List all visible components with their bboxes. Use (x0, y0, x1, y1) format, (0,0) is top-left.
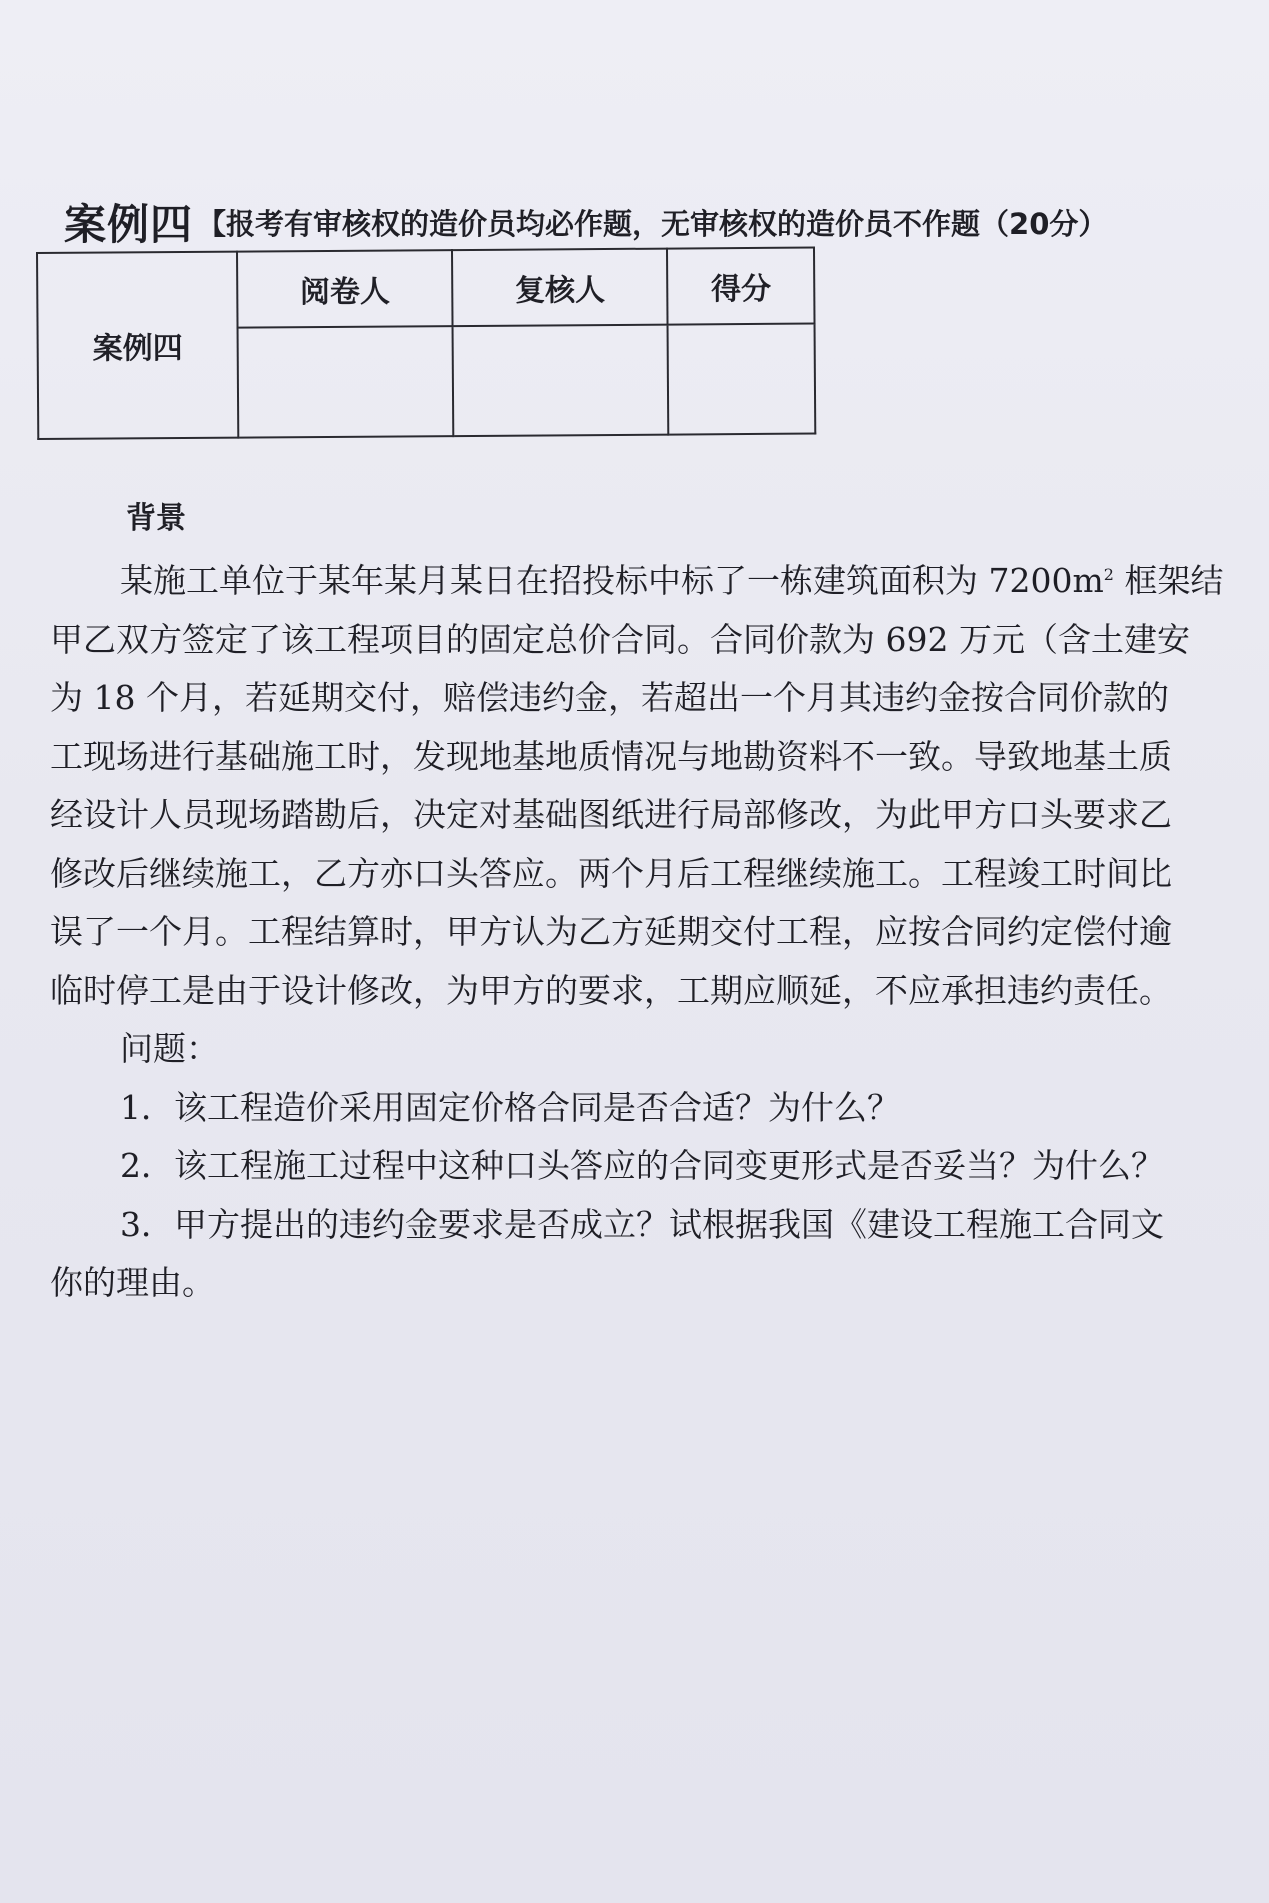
question-continuation: 你的理由。 (50, 1263, 215, 1302)
background-line: 修改后继续施工，乙方亦口头答应。两个月后工程继续施工。工程竣工时间比 (50, 853, 1172, 893)
case-note: 【报考有审核权的造价员均必作题，无审核权的造价员不作题（20分） (197, 206, 1108, 241)
score-table-cell-reader (238, 326, 454, 437)
background-line: 经设计人员现场踏勘后，决定对基础图纸进行局部修改，为此甲方口头要求乙 (50, 795, 1172, 834)
question-item: 1．该工程造价采用固定价格合同是否合适？为什么？ (120, 1087, 900, 1127)
score-table-header-reader: 阅卷人 (237, 250, 453, 328)
background-line (50, 552, 1269, 611)
background-line: 工现场进行基础施工时，发现地基地质情况与地勘资料不一致。导致地基土质 (50, 736, 1172, 776)
questions-label: 问题： (120, 1029, 219, 1068)
case-heading (64, 192, 1107, 252)
background-line: 误了一个月。工程结算时，甲方认为乙方延期交付工程，应按合同约定偿付逾 (50, 912, 1172, 951)
background-line: 为 18 个月，若延期交付，赔偿违约金，若超出一个月其违约金按合同价款的 (50, 678, 1169, 717)
score-table-cell-reviewer (453, 325, 669, 436)
score-table-cell-score (668, 324, 815, 435)
score-table-header-reviewer: 复核人 (452, 249, 668, 327)
question-item: 3．甲方提出的违约金要求是否成立？试根据我国《建设工程施工合同文 (120, 1204, 1164, 1244)
background-line: 甲乙双方签定了该工程项目的固定总价合同。合同价款为 692 万元（含土建安 (50, 619, 1190, 659)
score-table (36, 247, 816, 440)
background-line-1-start: 某施工单位于某年某月某日在招投标中标了一栋建筑面积为 7200m (120, 561, 1104, 600)
score-table-row-label: 案例四 (37, 252, 238, 439)
score-table-header-score: 得分 (667, 248, 814, 325)
background-line-1-end: 框架结 (1113, 561, 1224, 600)
question-item: 2．该工程施工过程中这种口头答应的合同变更形式是否妥当？为什么？ (120, 1146, 1164, 1185)
background-title: 背景 (126, 501, 186, 536)
case-body (50, 490, 1269, 1313)
case-title: 案例四 (64, 200, 194, 249)
background-line: 临时停工是由于设计修改，为甲方的要求，工期应顺延，不应承担违约责任。 (50, 970, 1172, 1010)
area-unit-superscript: 2 (1103, 565, 1114, 584)
